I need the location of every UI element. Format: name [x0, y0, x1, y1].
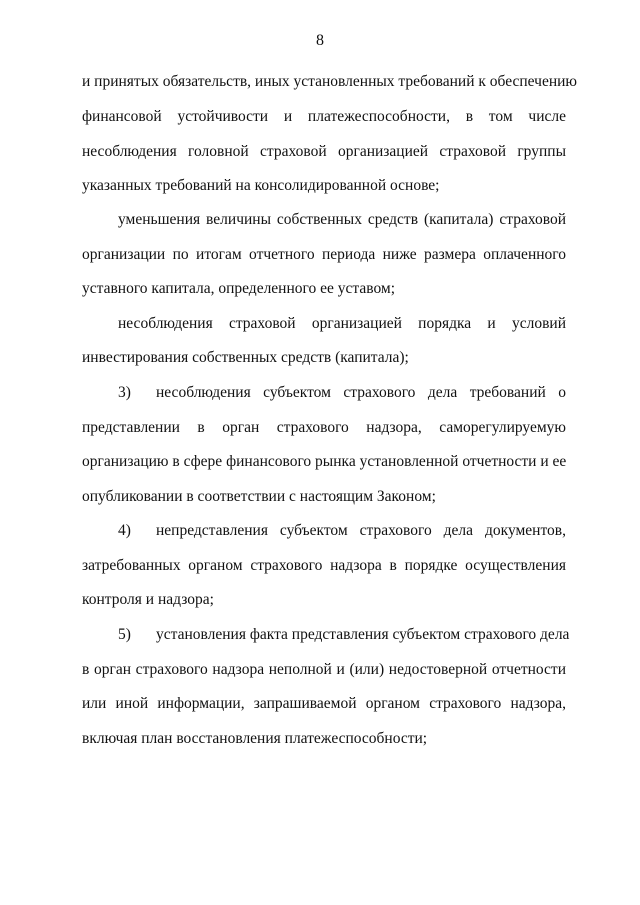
page-number: 8	[316, 32, 324, 49]
text-line: уменьшения величины собственных средств (капитала) страховой	[118, 211, 566, 228]
item-number: 4)	[118, 522, 131, 539]
text-line: несоблюдения субъектом страхового дела требований о	[156, 384, 566, 401]
item-number: 3)	[118, 384, 131, 401]
text-line: затребованных органом страхового надзора в порядке осуществления	[82, 557, 566, 574]
text-line: в орган страхового надзора неполной и (или) недостоверной отчетности	[82, 661, 566, 678]
text-line: непредставления субъектом страхового дела документов,	[156, 522, 566, 539]
list-item-3-line	[118, 383, 566, 403]
text-line: инвестирования собственных средств (капитала);	[82, 349, 409, 366]
text-line: опубликовании в соответствии с настоящим Законом;	[82, 488, 436, 505]
text-line: включая план восстановления платежеспособности;	[82, 730, 428, 747]
list-item-5-line	[118, 625, 570, 645]
text-line: контроля и надзора;	[82, 591, 214, 608]
text-line: уставного капитала, определенного ее уставом;	[82, 280, 396, 297]
text-line: финансовой устойчивости и платежеспособности, в том числе	[82, 108, 566, 125]
text-line: несоблюдения головной страховой организацией страховой группы	[82, 143, 566, 160]
text-line: несоблюдения страховой организацией порядка и условий	[118, 315, 566, 332]
item-number: 5)	[118, 626, 131, 643]
text-line: указанных требований на консолидированной основе;	[82, 177, 440, 194]
text-line: установления факта представления субъектом страхового дела	[156, 626, 570, 643]
text-line: или иной информации, запрашиваемой органом страхового надзора,	[82, 695, 566, 712]
text-line: и принятых обязательств, иных установленных требований к обеспечению	[82, 73, 578, 90]
list-item-4-line	[118, 521, 566, 541]
text-line: представлении в орган страхового надзора, саморегулируемую	[82, 419, 566, 436]
text-line: организацию в сфере финансового рынка установленной отчетности и ее	[82, 453, 567, 470]
text-line: организации по итогам отчетного периода ниже размера оплаченного	[82, 246, 566, 263]
